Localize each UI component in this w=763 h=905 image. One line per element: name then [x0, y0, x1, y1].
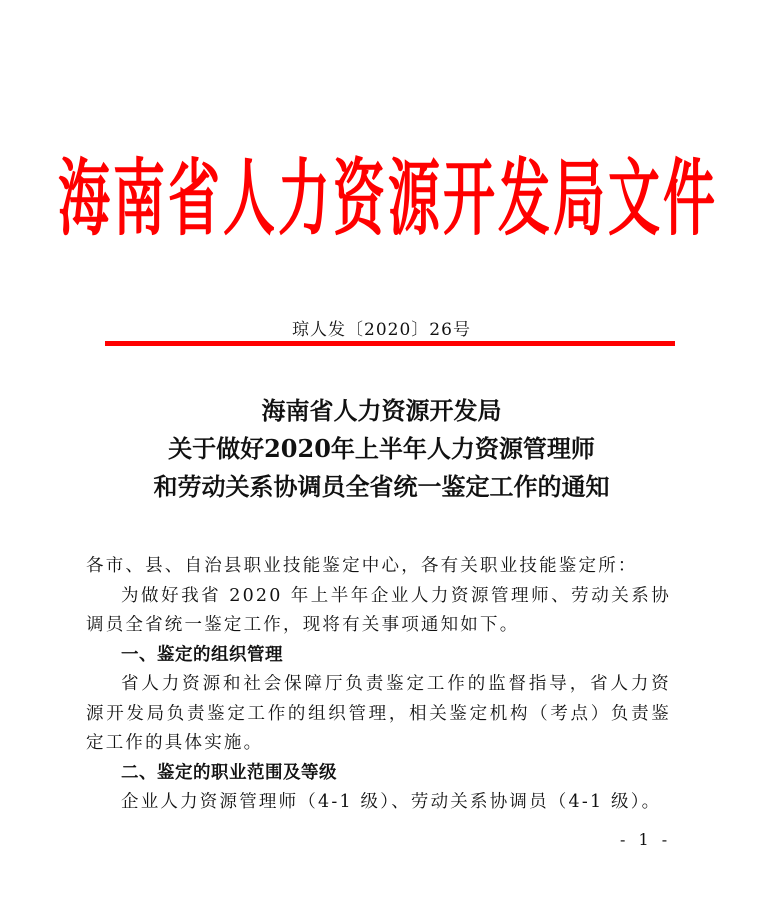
document-number: 琼人发〔2020〕26号: [292, 320, 471, 340]
notice-body: [86, 552, 671, 818]
title-line-3: 和劳动关系协调员全省统一鉴定工作的通知: [153, 472, 610, 501]
section-text-2: 企业人力资源管理师（4-1 级）、劳动关系协调员（4-1 级）。: [121, 792, 662, 812]
red-divider-rule: [105, 341, 675, 346]
section-heading-2: 二、鉴定的职业范围及等级: [121, 762, 337, 783]
section-heading-1: 一、鉴定的组织管理: [121, 644, 283, 665]
title-line-2: 关于做好2020年上半年人力资源管理师: [168, 434, 595, 463]
page-number: - 1 -: [620, 830, 672, 849]
section-text-1: 省人力资源和社会保障厅负责鉴定工作的监督指导，省人力资源开发局负责鉴定工作的组织管理，相关鉴定机构（考点）负责鉴定工作的具体实施。: [86, 674, 671, 753]
intro-paragraph: 为做好我省 2020 年上半年企业人力资源管理师、劳动关系协调员全省统一鉴定工作，现将有关事项通知如下。: [86, 585, 671, 635]
document-masthead: 海南省人力资源开发局文件: [58, 150, 719, 247]
title-line-1: 海南省人力资源开发局: [261, 396, 502, 425]
salutation: 各市、县、自治县职业技能鉴定中心，各有关职业技能鉴定所：: [86, 556, 638, 576]
notice-title: [0, 392, 763, 506]
